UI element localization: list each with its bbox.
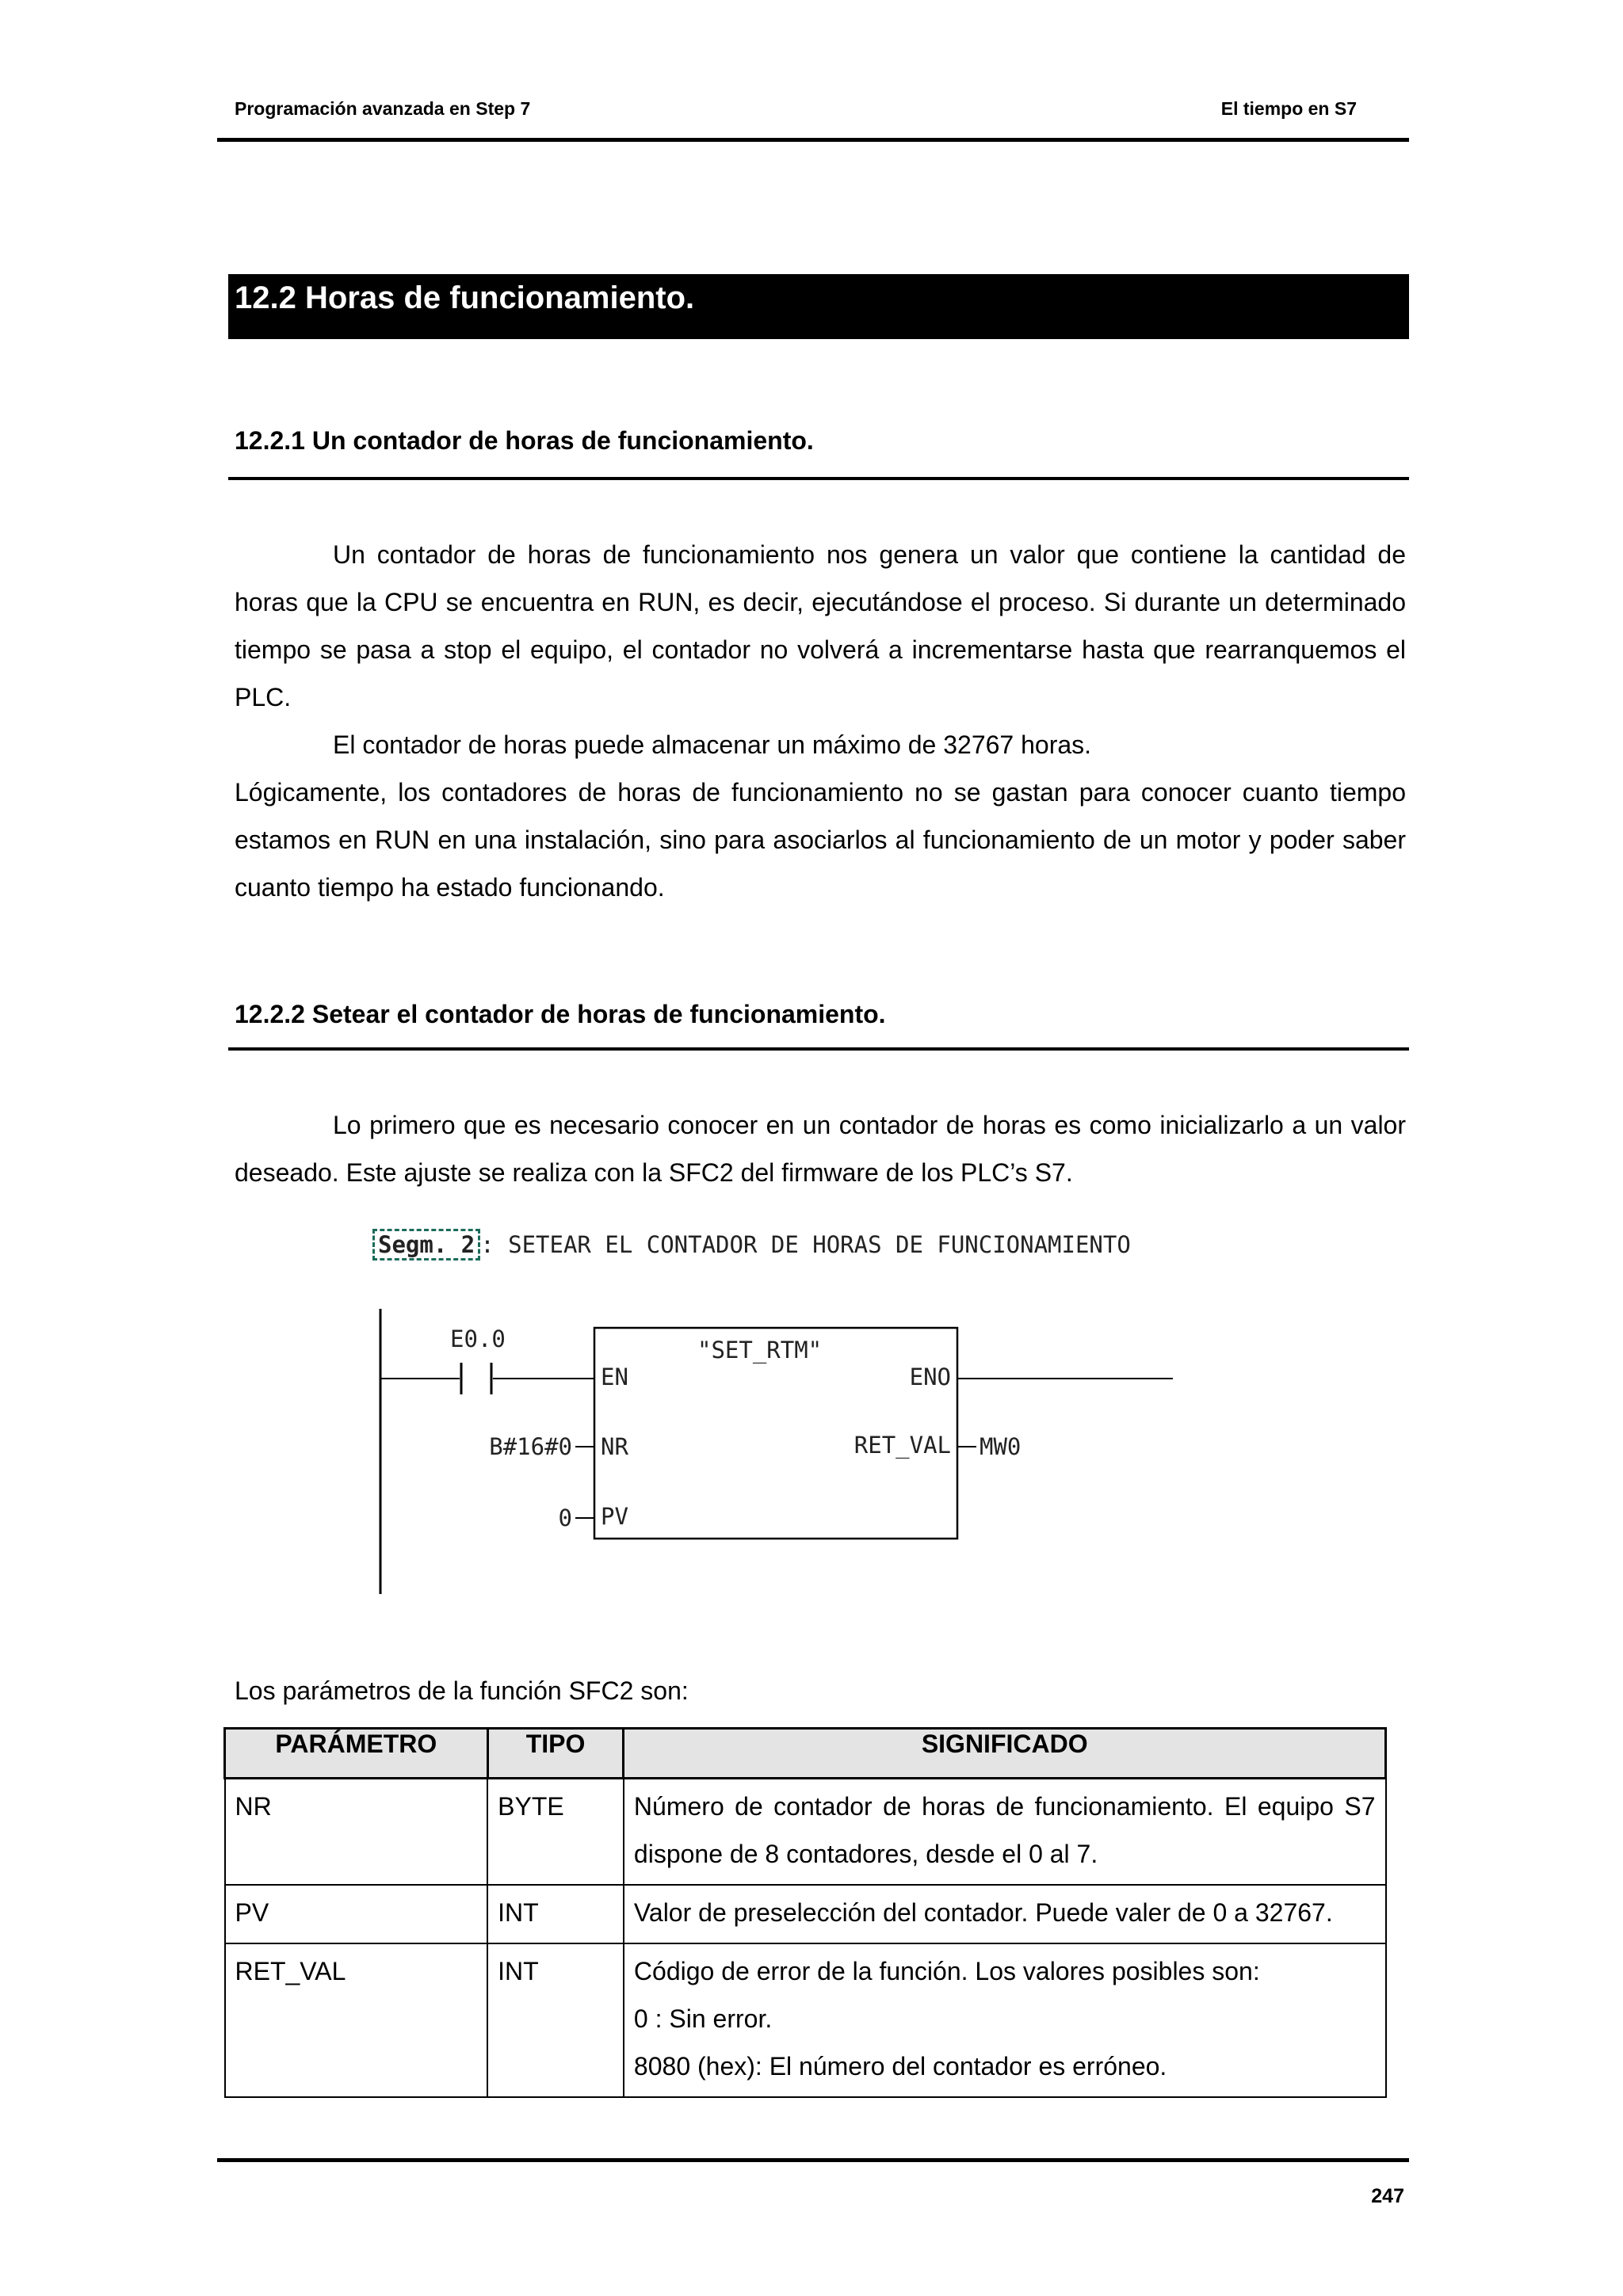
description-line: Número de contador de horas de funcionamiento. El equipo S7 dispone de 8 contadores, desde el 0 al 7.: [633, 1792, 1376, 1868]
segment-label: Segm. 2: [372, 1229, 480, 1261]
type-cell: BYTE: [487, 1779, 624, 1886]
footer-rule: [217, 2158, 1409, 2162]
type-cell: INT: [487, 1943, 624, 2097]
param-cell: PV: [225, 1885, 488, 1943]
description-cell: [624, 1885, 1386, 1943]
nr-value: B#16#0: [489, 1433, 572, 1460]
ladder-diagram: [365, 1299, 1205, 1600]
pv-value: 0: [558, 1505, 572, 1531]
paragraph: Lógicamente, los contadores de horas de funcionamiento no se gastan para conocer cuanto tiempo estamos en RUN en una instalación, sino para asociarlos al funcionamiento de un motor y poder saber cuanto tiempo ha estado funcionando.: [235, 778, 1406, 902]
running-header-right: El tiempo en S7: [1220, 98, 1357, 119]
block-name: "SET_RTM": [697, 1337, 823, 1363]
table-row: [225, 1885, 1386, 1943]
description-line: Valor de preselección del contador. Puede valer de 0 a 32767.: [633, 1898, 1333, 1927]
paragraph: Lo primero que es necesario conocer en un contador de horas es como inicializarlo a un valor deseado. Este ajuste se realiza con la SFC2 del firmware de los PLC’s S7.: [235, 1111, 1406, 1187]
table-row: [225, 1779, 1386, 1886]
section-title: 12.2 Horas de funcionamiento.: [235, 280, 695, 315]
header-rule: [217, 138, 1409, 142]
section-title-bar: [228, 274, 1409, 339]
retval-value: MW0: [980, 1433, 1022, 1460]
table-intro: Los parámetros de la función SFC2 son:: [235, 1676, 689, 1705]
column-header: TIPO: [487, 1729, 624, 1779]
segment-title: : SETEAR EL CONTADOR DE HORAS DE FUNCIONAMIENTO: [480, 1231, 1131, 1258]
param-cell: RET_VAL: [225, 1943, 488, 2097]
pin-pv: PV: [601, 1503, 628, 1530]
description-line: 0 : Sin error.: [633, 2004, 773, 2033]
subsection-1-body: [235, 531, 1406, 911]
paragraph: Un contador de horas de funcionamiento nos genera un valor que contiene la cantidad de horas que la CPU se encuentra en RUN, es decir, ejecutándose el proceso. Si durante un determinado tiempo se pasa a stop el equipo, el contador no volverá a incrementarse hasta que rearranquemos el PLC.: [235, 540, 1406, 711]
pin-eno: ENO: [909, 1363, 951, 1390]
subsection-rule-1: [228, 477, 1409, 480]
subsection-rule-2: [228, 1047, 1409, 1051]
param-cell: NR: [225, 1779, 488, 1886]
column-header: SIGNIFICADO: [624, 1729, 1386, 1779]
segment-header: [372, 1231, 1131, 1258]
description-line: 8080 (hex): El número del contador es erróneo.: [633, 2052, 1167, 2081]
running-header-left: Programación avanzada en Step 7: [235, 98, 531, 119]
pin-en: EN: [601, 1363, 628, 1390]
pin-retval: RET_VAL: [854, 1432, 951, 1459]
table-header-row: [225, 1729, 1386, 1779]
paragraph: El contador de horas puede almacenar un máximo de 32767 horas.: [333, 730, 1092, 759]
column-header: PARÁMETRO: [225, 1729, 488, 1779]
parameters-table: [223, 1727, 1387, 2098]
description-line: Código de error de la función. Los valores posibles son:: [633, 1957, 1260, 1985]
contact-address: E0.0: [450, 1325, 506, 1352]
pin-nr: NR: [601, 1433, 628, 1460]
type-cell: INT: [487, 1885, 624, 1943]
page-number: 247: [1371, 2185, 1404, 2207]
subsection-heading-1: 12.2.1 Un contador de horas de funcionamiento.: [235, 426, 814, 455]
subsection-2-body: [235, 1101, 1406, 1196]
description-cell: [624, 1779, 1386, 1886]
table-row: [225, 1943, 1386, 2097]
subsection-heading-2: 12.2.2 Setear el contador de horas de funcionamiento.: [235, 1000, 886, 1028]
description-cell: [624, 1943, 1386, 2097]
